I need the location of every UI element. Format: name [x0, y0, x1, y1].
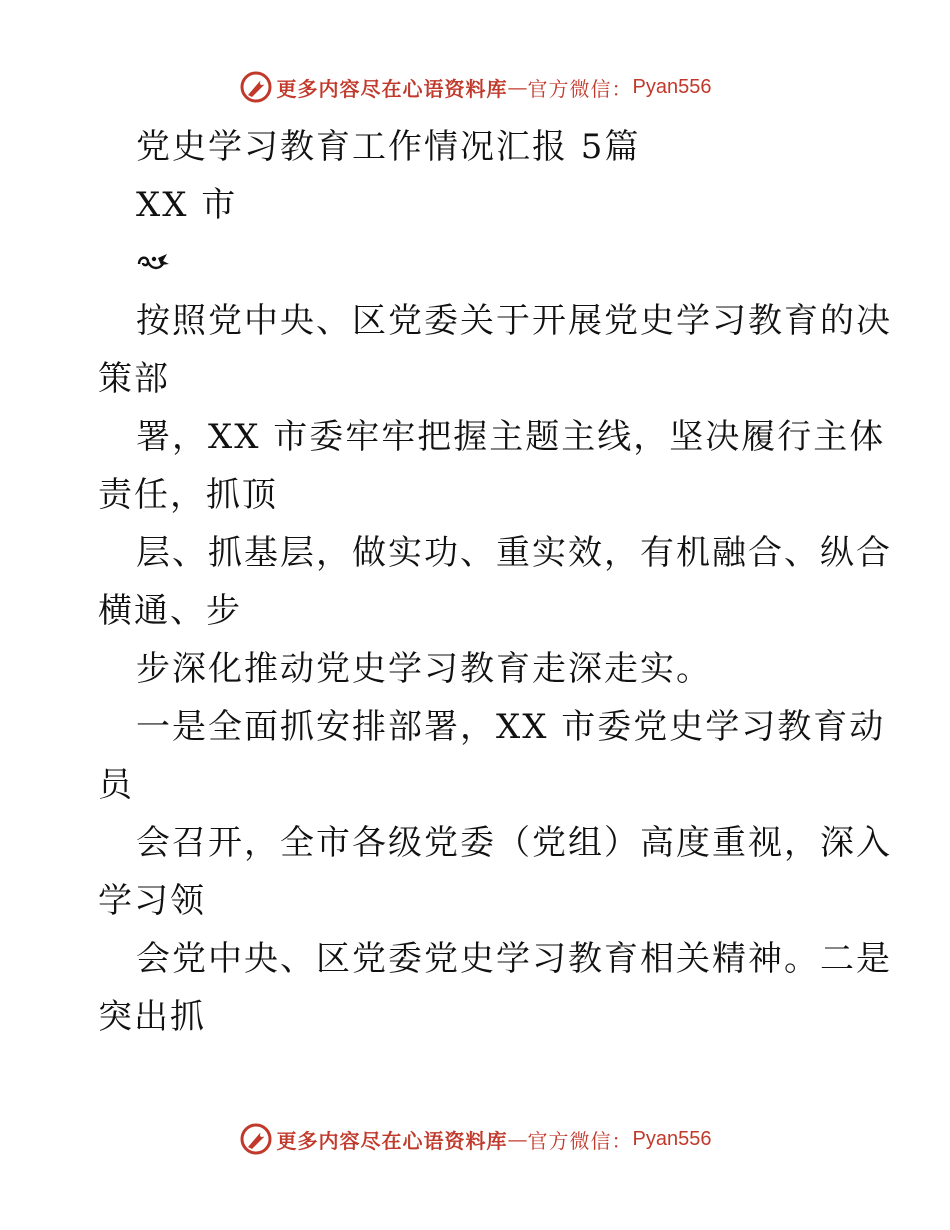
watermark-wechat-label: 官方微信：: [527, 76, 633, 101]
watermark-lead-text: 更多内容尽在心语资料库: [276, 76, 508, 101]
paragraph-line: 按照党中央、区党委关于开展党史学习教育的决: [136, 301, 892, 341]
document-title: 党史学习教育工作情况汇报 5篇: [136, 127, 641, 167]
pen-nib-logo-icon: [239, 1122, 273, 1156]
watermark-dash: —: [507, 1127, 528, 1151]
header-watermark: [0, 70, 950, 104]
paragraph-line: 一是全面抓安排部署，XX 市委党史学习教育动: [136, 707, 886, 747]
pen-nib-logo-icon: [239, 70, 273, 104]
paragraph-line: 署，XX 市委牢牢把握主题主线，坚决履行主体: [136, 417, 886, 457]
footer-watermark: [0, 1122, 950, 1156]
watermark-dash: —: [507, 75, 528, 99]
paragraph-line: 会党中央、区党委党史学习教育相关精神。二是: [136, 939, 892, 979]
paragraph-line: 突出抓: [98, 997, 206, 1037]
paragraph-line: 责任，抓顶: [98, 475, 278, 515]
document-body: [98, 118, 892, 1046]
paragraph-line: 层、抓基层，做实功、重实效，有机融合、纵合: [136, 533, 892, 573]
watermark-lead-text: 更多内容尽在心语资料库: [276, 1128, 508, 1153]
paragraph-line: 策部: [98, 359, 170, 399]
paragraph-line: 学习领: [98, 881, 206, 921]
watermark-wechat-label: 官方微信：: [527, 1128, 633, 1153]
watermark-wechat-id: Pyan556: [632, 75, 712, 98]
paragraph-line: 会召开，全市各级党委（党组）高度重视，深入: [136, 823, 892, 863]
paragraph-line: 横通、步: [98, 591, 242, 631]
paragraph-line: 步深化推动党史学习教育走深走实。: [136, 649, 712, 689]
paragraph-lines: [98, 292, 892, 1046]
document-subtitle: XX 市: [136, 185, 238, 225]
fleuron-icon: [136, 250, 170, 276]
ornament: [98, 234, 878, 292]
watermark-wechat-id: Pyan556: [632, 1127, 712, 1150]
paragraph-line: 员: [98, 765, 134, 805]
